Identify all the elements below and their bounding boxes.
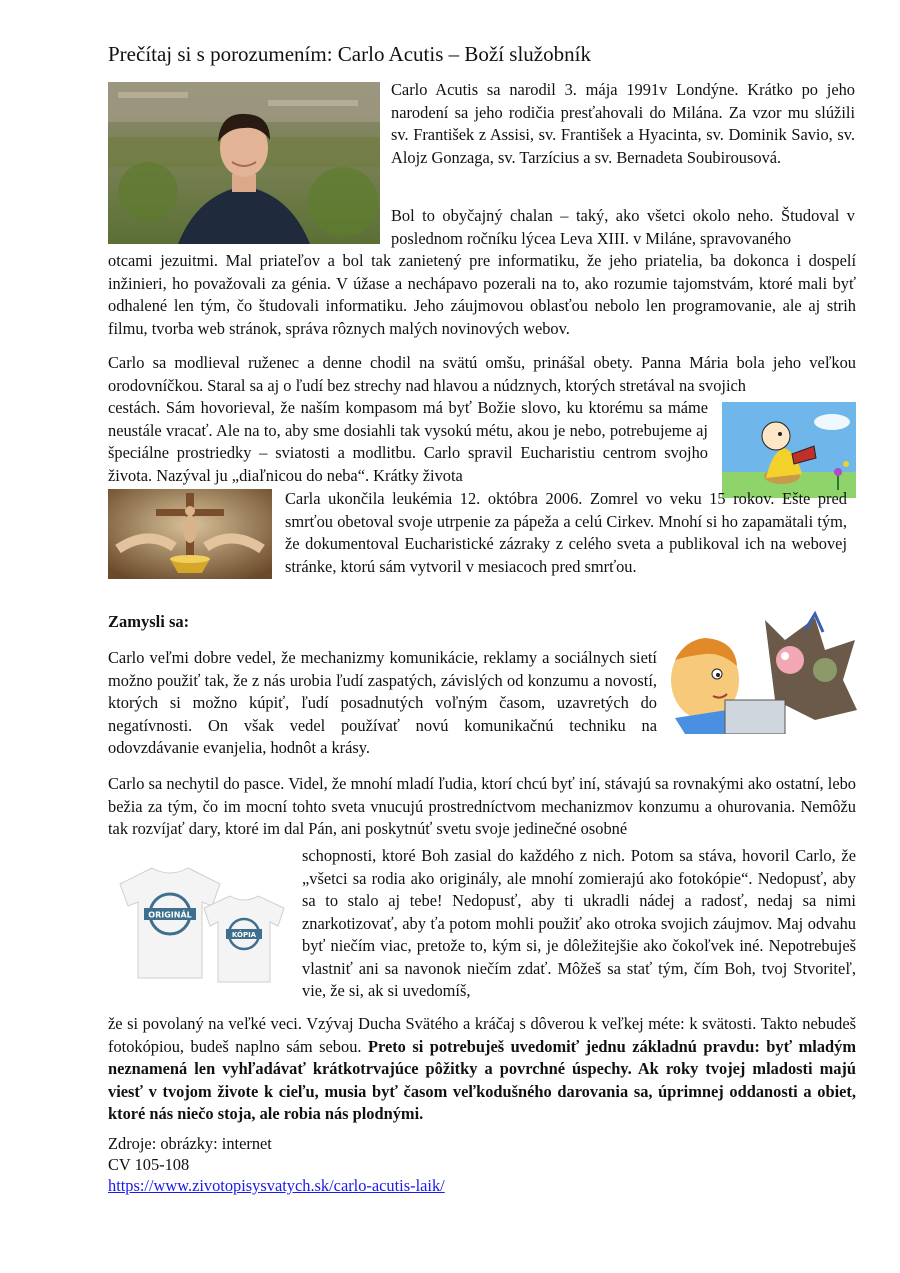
copy-shirt-label: KÓPIA — [231, 931, 257, 939]
reflect-paragraph-2-part-3 — [108, 1013, 856, 1126]
tshirts-original-copy-image — [108, 858, 294, 986]
crucifix-eucharist-image — [108, 489, 272, 579]
page-title: Prečítaj si s porozumením: Carlo Acutis – Boží služobník — [108, 42, 591, 66]
reflect-paragraph-2-part-1: Carlo sa nechytil do pasce. Videl, že mnohí mladí ľudia, ktorí chcú byť iní, stávajú sa rovnakými ako ostatní, lebo bežia za tým, čo im mocní tohto sveta vnucujú prostredníctvom mechanizmov konzumu a ohurovania. Nemôžu tak rozvíjať dary, ktoré im dal Pán, ani poskytnúť svetu svoje jedinečné osobné — [108, 774, 856, 838]
intro-paragraph-2-part-2: otcami jezuitmi. Mal priateľov a bol tak zanietený pre informatiku, že jeho priatelia, ba dokonca i dospelí inžinieri, ho považovali za génia. V úžase a nechápavo pozerali na to, ako rozumie tajomstvám, ktoré mali byť odhalené len tým, čo študovali informatiku. Jeho záujmovou oblasťou nebolo len programovanie, ale aj strih filmu, tvorba web stránok, správa rôznych malých novinových webov. — [108, 251, 856, 338]
sources-link[interactable]: https://www.zivotopisysvatych.sk/carlo-acutis-laik/ — [108, 1176, 445, 1195]
original-shirt-label: ORIGINÁL — [148, 910, 192, 920]
carlo-photo — [108, 82, 380, 244]
sources-images: Zdroje: obrázky: internet — [108, 1134, 272, 1153]
sources-reference: CV 105-108 — [108, 1155, 190, 1174]
cartoon-boy-computer-image — [665, 610, 857, 734]
reflect-paragraph-2-regular: že si povolaný na veľké veci. Vzývaj Ducha Svätého a kráčaj s dôverou k veľkej méte: k svätosti. Takto nebudeš fotokópiou, budeš naplno sám sebou. — [108, 1014, 856, 1056]
cartoon-reader-image — [722, 402, 856, 498]
intro-paragraph-1: Carlo Acutis sa narodil 3. mája 1991v Londýne. Krátko po jeho narodení sa jeho rodičia presťahovali do Milána. Za vzor mu slúžili sv. František z Assisi, sv. František a Hyacinta, sv. Dominik Savio, sv. Alojz Gonzaga, sv. Tarzícius a sv. Bernadeta Soubirousová. — [391, 80, 855, 167]
reflect-heading: Zamysli sa: — [108, 612, 190, 631]
reflect-paragraph-1: Carlo veľmi dobre vedel, že mechanizmy komunikácie, reklamy a sociálnych sietí možno použiť tak, že z nás urobia ľudí zaspatých, závislých od konzumu a novostí, ktorých si možno kúpiť, ľudí posadnutých voľným časom, uzavretých do negatívnosti. On však vedel používať novú komunikačnú techniku na odovzdávanie evanjelia, hodnôt a krásy. — [108, 648, 657, 757]
prayer-paragraph-part-1: Carlo sa modlieval ruženec a denne chodil na svätú omšu, prinášal obety. Panna Mária bola jeho veľkou orodovníčkou. Staral sa aj o ľudí bez strechy nad hlavou a núdznych, ktorých stretával na svojich — [108, 353, 856, 395]
reflect-paragraph-2-bold: Preto si potrebuješ uvedomiť jednu základnú pravdu: byť mladým neznamená len vyhľadávať krátkotrvajúce pôžitky a povrchné úspechy. Ak roky tvojej mladosti majú viesť v tvojom živote k cieľu, musia byť časom veľkodušného darovania sa, úprimnej oddanosti a obiet, ktoré nás niečo stoja, ale robia nás plodnými. — [108, 1036, 856, 1123]
reflect-paragraph-2-part-2: schopnosti, ktoré Boh zasial do každého z nich. Potom sa stáva, hovoril Carlo, že „všetci sa rodia ako originály, ale mnohí zomierajú ako fotokópie“. Nedopusť, aby sa to stalo aj tebe! Nedopusť, aby ti ukradli nádej a radosť, nedaj sa nimi znarkotizovať, aby ťa potom mohli použiť ako otroka svojich záujmov. Maj odvahu byť niečím viac, pretože to, kým si, je dôležitejšie ako čokoľvek iné. Nepotrebuješ vlastniť ani sa navonok niečím zdať. Môžeš sa stať tým, čím Boh, tvoj Stvoriteľ, vie, že si, ak si uvedomíš, — [302, 846, 856, 1000]
intro-paragraph-2-part-1: Bol to obyčajný chalan – taký, ako všetci okolo neho. Študoval v poslednom ročníku lýcea Leva XIII. v Miláne, spravovaného — [391, 206, 855, 248]
prayer-paragraph-part-3: Carla ukončila leukémia 12. októbra 2006. Zomrel vo veku 15 rokov. Ešte pred smrťou obetoval svoje utrpenie za pápeža a celú Cirkev. Mnohí si ho zapamätali tým, že dokumentoval Eucharistické zázraky z celého sveta a publikoval ich na webovej stránke, ktorú sám vytvoril v mesiacoch pred smrťou. — [285, 489, 847, 576]
prayer-paragraph-part-2: cestách. Sám hovorieval, že naším kompasom má byť Božie slovo, ku ktorému sa máme neustále vracať. Ale na to, aby sme dosiahli tak vysokú métu, akou je nebo, potrebujeme aj špeciálne prostriedky – sviatosti a modlitbu. Carlo spravil Eucharistiu centrom svojho života. Nazýval ju „diaľnicou do neba“. Krátky života — [108, 398, 708, 485]
